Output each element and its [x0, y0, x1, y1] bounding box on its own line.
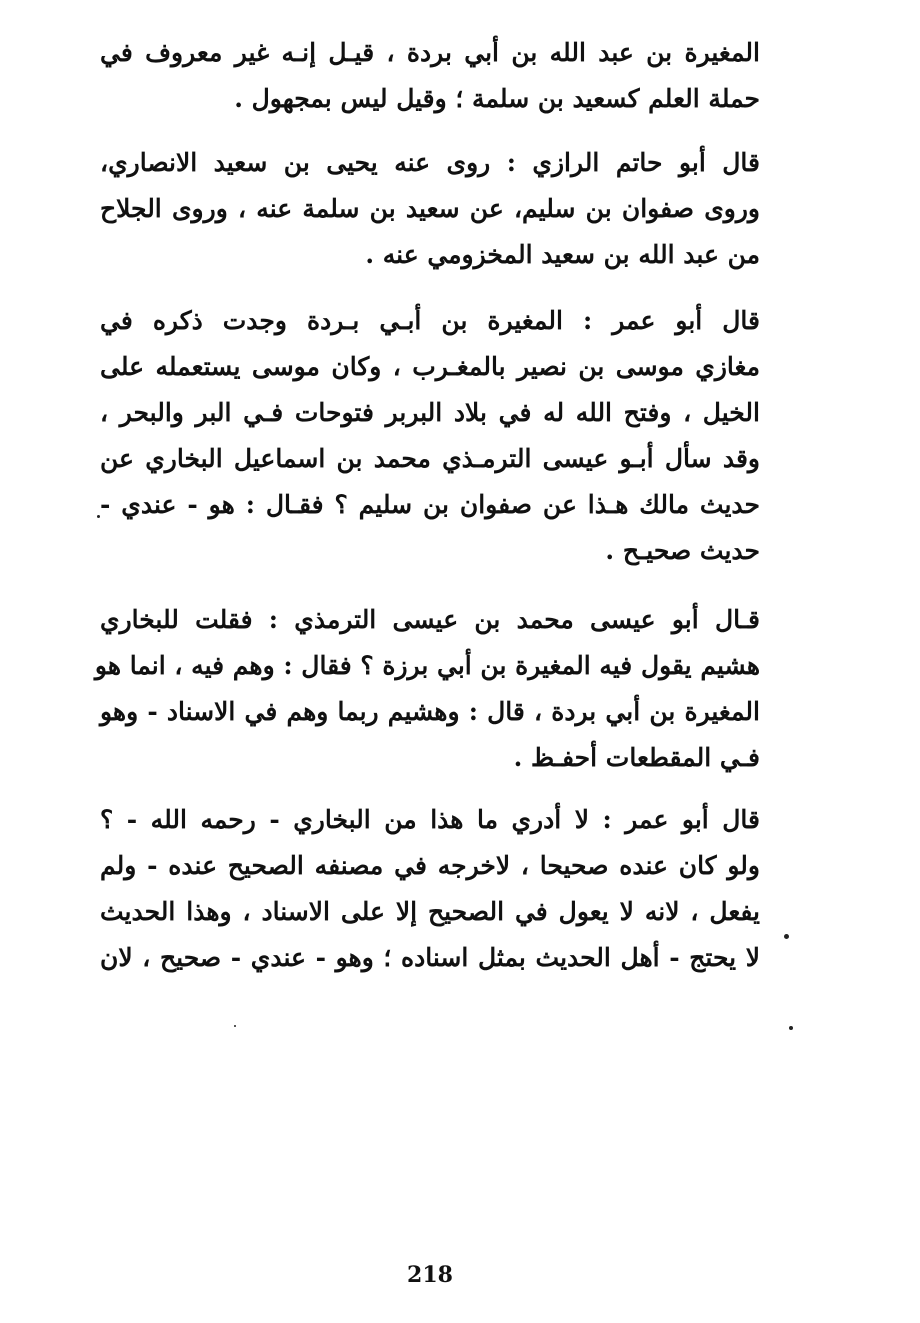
text-line: وقد سأل أبـو عيسى الترمـذي محمد بن اسماعيل البخاري عن — [100, 444, 760, 473]
text-line: المغيرة بن عبد الله بن أبي بردة ، قيـل إنـه غير معروف في — [100, 38, 760, 67]
paragraph-3 — [100, 298, 760, 574]
text-line: حديث مالك هـذا عن صفوان بن سليم ؟ فقـال : هو - عندي - — [100, 490, 760, 519]
text-line: وروى صفوان بن سليم، عن سعيد بن سلمة عنه ، وروى الجلاح — [100, 194, 760, 223]
paragraph-5 — [100, 797, 760, 981]
text-line: لا يحتج - أهل الحديث بمثل اسناده ؛ وهو - عندي - صحيح ، لان — [100, 943, 760, 972]
text-line: فـي المقطعات أحفـظ . — [513, 743, 760, 772]
text-line: حديث صحيـح . — [605, 536, 760, 565]
text-line: ولو كان عنده صحيحا ، لاخرجه في مصنفه الصحيح عنده - ولم — [100, 851, 760, 880]
text-line: المغيرة بن أبي بردة ، قال : وهشيم ربما وهم في الاسناد - وهو — [100, 697, 760, 726]
paragraph-1 — [100, 30, 760, 122]
scan-speck — [789, 1026, 793, 1030]
scan-speck — [784, 934, 789, 939]
text-line: قـال أبو عيسى محمد بن عيسى الترمذي : فقلت للبخاري — [100, 605, 760, 634]
paragraph-4 — [94, 597, 760, 781]
text-line: الخيل ، وفتح الله له في بلاد البربر فتوحات فـي البر والبحر ، — [100, 398, 760, 427]
text-line: هشيم يقول فيه المغيرة بن أبي برزة ؟ فقال : وهم فيه ، انما هو — [94, 651, 760, 680]
text-line: قال أبو حاتم الرازي : روى عنه يحيى بن سعيد الانصاري، — [100, 148, 760, 177]
text-line: مغازي موسى بن نصير بالمغـرب ، وكان موسى يستعمله على — [100, 352, 760, 381]
scan-speck — [234, 1025, 236, 1027]
text-line: من عبد الله بن سعيد المخزومي عنه . — [365, 240, 760, 269]
page-number: 218 — [407, 1262, 453, 1288]
text-line: حملة العلم كسعيد بن سلمة ؛ وقيل ليس بمجهول . — [234, 84, 760, 113]
text-line: قال أبو عمر : المغيرة بن أبـي بـردة وجدت ذكره في — [100, 306, 760, 335]
scan-speck — [97, 515, 100, 518]
text-line: قال أبو عمر : لا أدري ما هذا من البخاري - رحمه الله - ؟ — [100, 805, 760, 834]
text-line: يفعل ، لانه لا يعول في الصحيح إلا على الاسناد ، وهذا الحديث — [100, 897, 760, 926]
paragraph-2 — [100, 140, 760, 278]
